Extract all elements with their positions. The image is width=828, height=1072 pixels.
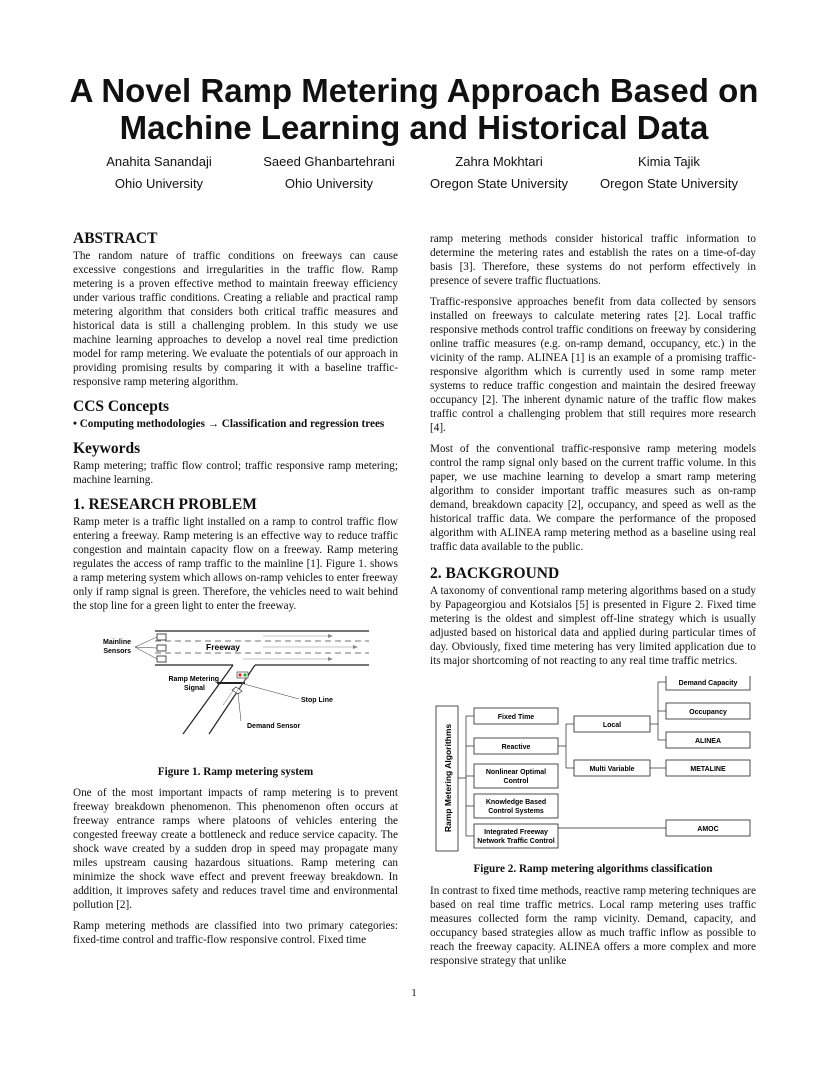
figure-1-ramp-diagram xyxy=(73,629,398,759)
stop-line-label: Stop Line xyxy=(301,697,333,704)
local-label: Local xyxy=(602,722,622,729)
alinea-label: ALINEA xyxy=(694,738,722,745)
keywords-text: Ramp metering; traffic flow control; traffic responsive ramp metering; machine learning. xyxy=(73,460,398,486)
integrated-label-1: Integrated Freeway xyxy=(484,829,548,836)
author-affiliation: Ohio University xyxy=(284,176,374,191)
ccs-heading: CCS Concepts xyxy=(73,398,170,415)
root-label: Ramp Metering Algorithms xyxy=(443,723,453,833)
knowledge-label-1: Knowledge Based xyxy=(485,799,547,806)
sensors-label: Sensors xyxy=(103,648,131,655)
author-4 xyxy=(574,151,764,195)
mainline-sensor xyxy=(157,656,166,662)
paper-title xyxy=(0,72,828,146)
mainline-sensor xyxy=(157,645,166,651)
figure-1-caption: Figure 1. Ramp metering system xyxy=(157,766,314,778)
occupancy-label: Occupancy xyxy=(689,709,727,716)
right-column xyxy=(430,232,756,968)
research-problem-p2: One of the most important impacts of ramp metering is to prevent freeway breakdown phenomenon. This phenomenon often occurs at freeway entrance ramps where platoons of vehicles entering the congested freeway create a bottleneck and reduce service capacity. The shock wave created by a sudden drop in speed may propagate many miles upstream causing hazardous situations. Ramp metering can minimize the shock wave effect and prevent freeway breakdown. In addition, it improves safety and reduces travel time and environmental pollution [2]. xyxy=(73,787,398,911)
reactive-label: Reactive xyxy=(501,744,531,751)
figure-2-taxonomy-diagram xyxy=(430,676,756,856)
author-affiliation: Oregon State University xyxy=(429,176,568,191)
research-problem-p3: Ramp metering methods are classified into two primary categories: fixed-time control and traffic-flow responsive control. Fixed time xyxy=(73,920,398,946)
right-p1: ramp metering methods consider historical traffic information to determine the metering rates and establish the rates on a time-of-day basis [3]. Therefore, these systems do not perform effectively in presence of severe traffic fluctuations. xyxy=(430,233,756,287)
knowledge-label-2: Control Systems xyxy=(488,808,544,815)
right-p2: Traffic-responsive approaches benefit from data collected by sensors installed on freeways to calculate metering rates [2]. Local traffic responsive methods control traffic conditions on freeway by considering online traffic measures (e.g. on-ramp demand, occupancy, etc.) in the vicinity of the ramp. ALINEA [1] is an example of a promising traffic-responsive algorithm which is currently used in some ramp meter systems to reduce traffic congestion and maintain the desired freeway occupancy [2]. The inherent dynamic nature of the traffic flow makes traffic control a challenging problem that still requires more research [4]. xyxy=(430,296,756,434)
ccs-text: • Computing methodologies → Classification and regression trees xyxy=(73,418,385,430)
author-affiliation: Oregon State University xyxy=(599,176,738,191)
author-name: Zahra Mokhtari xyxy=(455,154,543,169)
integrated-label-2: Network Traffic Control xyxy=(477,838,555,845)
author-name: Anahita Sanandaji xyxy=(106,154,212,169)
title-line-1: A Novel Ramp Metering Approach Based on xyxy=(69,72,759,109)
freeway-label: Freeway xyxy=(206,642,241,652)
author-2 xyxy=(234,151,424,195)
research-problem-heading: 1. RESEARCH PROBLEM xyxy=(73,496,257,513)
fixed-time-label: Fixed Time xyxy=(497,714,535,721)
mainline-sensor xyxy=(157,634,166,640)
demand-capacity-label: Demand Capacity xyxy=(678,680,738,687)
author-3 xyxy=(404,151,594,195)
background-p1: A taxonomy of conventional ramp metering algorithms based on a study by Papageorgiou and Kotsialos [5] is presented in Figure 2. Fixed time metering is the oldest and simplest off-line strategy which is usually adjusted based on historical data and applied during particular times of day. Obviously, fixed time metering has very limited application due to its major shortcoming of not reacting to any real time traffic metrics. xyxy=(430,585,756,667)
multi-variable-label: Multi Variable xyxy=(589,766,635,773)
demand-sensor-label: Demand Sensor xyxy=(247,723,301,730)
author-name: Kimia Tajik xyxy=(638,154,700,169)
title-line-2: Machine Learning and Historical Data xyxy=(119,109,709,146)
figure-2-caption: Figure 2. Ramp metering algorithms classification xyxy=(473,863,713,875)
background-heading: 2. BACKGROUND xyxy=(430,565,560,582)
amoc-label: AMOC xyxy=(697,826,719,833)
signal-label-2: Signal xyxy=(183,685,205,692)
mainline-label: Mainline xyxy=(102,639,131,646)
signal-label-1: Ramp Metering xyxy=(168,676,219,683)
author-name: Saeed Ghanbartehrani xyxy=(263,154,395,169)
abstract-text: The random nature of traffic conditions on freeways can cause excessive congestions and irregularities in the traffic flow. Ramp metering is a proven effective method to maintain freeway efficiency under various traffic conditions. Creating a reliable and practical ramp metering algorithm that considers both critical traffic measures and historical data is still a challenging problem. In this study we use machine learning approaches to develop a novel real time prediction model for ramp metering. We evaluate the potentials of our approach in providing promising results by comparing it with a baseline traffic-responsive ramp metering algorithm. xyxy=(73,250,398,388)
author-1 xyxy=(64,151,254,195)
nonlinear-label-1: Nonlinear Optimal xyxy=(485,769,547,776)
background-p2: In contrast to fixed time methods, reactive ramp metering techniques are based on real time traffic metrics. Local ramp metering uses traffic measures collected form the ramp vicinity. Demand, capacity, and occupancy based strategies allow as much traffic inflow as possible to reach the freeway capacity. ALINEA offers a more complex and more responsive strategy that unlike xyxy=(430,885,756,967)
nonlinear-label-2: Control xyxy=(503,778,529,785)
abstract-heading: ABSTRACT xyxy=(73,230,158,247)
keywords-heading: Keywords xyxy=(73,440,141,457)
page-number: 1 xyxy=(411,987,417,999)
metaline-label: METALINE xyxy=(690,766,726,773)
author-affiliation: Ohio University xyxy=(114,176,204,191)
research-problem-p1: Ramp meter is a traffic light installed on a ramp to control traffic flow entering a freeway. Ramp metering is an effective way to reduce traffic congestion and maintain capacity flow on a freeway. Ramp metering regulates the access of ramp traffic to the mainline [1]. Figure 1. shows a ramp metering system which allows on-ramp vehicles to enter freeway only if ramp signal is green. Therefore, the vehicles need to wait behind the stop line for a green light to enter the freeway. xyxy=(73,516,398,612)
right-p3: Most of the conventional traffic-responsive ramp metering models control the ramp signal only based on the current traffic volume. In this paper, we use machine learning to develop a smart ramp metering algorithm to consider important traffic measures such as on-ramp demand, breakdown capacity [2], occupancy, and speed as well as the historical traffic data. We compare the performance of the proposed algorithm with ALINEA ramp metering method as a baseline using real traffic data available to the public. xyxy=(430,443,756,553)
left-column xyxy=(73,229,398,947)
